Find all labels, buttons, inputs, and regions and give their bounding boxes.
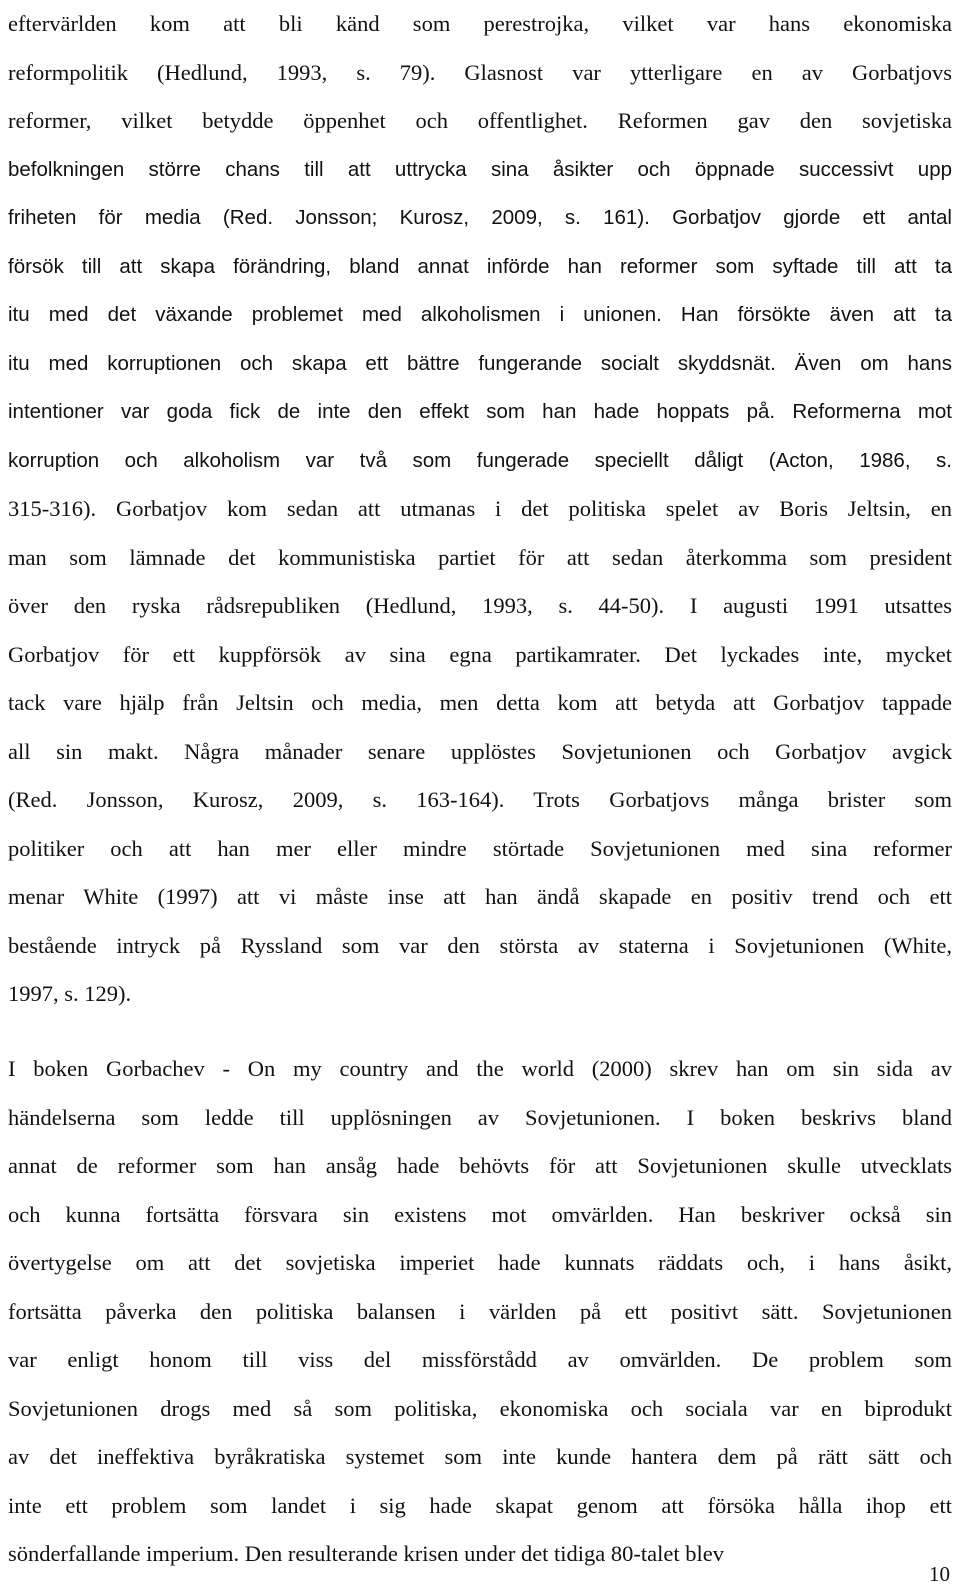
text-line: bestående intryck på Ryssland som var den största av staterna i Sovjetunionen (White, <box>8 932 952 958</box>
text-line: korruption och alkoholism var två som fungerade speciellt dåligt (Acton, 1986, s. <box>8 448 952 472</box>
text-line: befolkningen större chans till att uttrycka sina åsikter och öppnade successivt upp <box>8 157 952 181</box>
text-line: händelserna som ledde till upplösningen av Sovjetunionen. I boken beskrivs bland <box>8 1104 952 1130</box>
text-line: itu med det växande problemet med alkoholismen i unionen. Han försökte även att ta <box>8 303 952 326</box>
text-line: itu med korruptionen och skapa ett bättre fungerande socialt skyddsnät. Även om hans <box>8 351 952 375</box>
text-line: (Red. Jonsson, Kurosz, 2009, s. 163-164). Trots Gorbatjovs många brister som <box>8 787 952 812</box>
paragraph-2 <box>8 1045 952 1579</box>
text-line: annat de reformer som han ansåg hade behövts för att Sovjetunionen skulle utvecklats <box>8 1153 952 1178</box>
text-line: försök till att skapa förändring, bland annat införde han reformer som syftade till att ta <box>8 254 952 278</box>
text-line: intentioner var goda fick de inte den effekt som han hade hoppats på. Reformerna mot <box>8 400 952 423</box>
text-line: politiker och att han mer eller mindre störtade Sovjetunionen med sina reformer <box>8 835 952 861</box>
text-line: eftervärlden kom att bli känd som perestrojka, vilket var hans ekonomiska <box>8 11 952 36</box>
text-line: menar White (1997) att vi måste inse att han ändå skapade en positiv trend och ett <box>8 884 952 909</box>
text-line: och kunna fortsätta försvara sin existens mot omvärlden. Han beskriver också sin <box>8 1201 952 1227</box>
text-line: reformer, vilket betydde öppenhet och offentlighet. Reformen gav den sovjetiska <box>8 108 952 133</box>
paragraph-1 <box>8 0 952 1019</box>
text-line: all sin makt. Några månader senare upplöstes Sovjetunionen och Gorbatjov avgick <box>8 738 952 764</box>
text-line: över den ryska rådsrepubliken (Hedlund, 1993, s. 44-50). I augusti 1991 utsattes <box>8 593 952 618</box>
page-number: 10 <box>929 1562 950 1586</box>
text-line: av det ineffektiva byråkratiska systemet som inte kunde hantera dem på rätt sätt och <box>8 1444 952 1469</box>
text-line: inte ett problem som landet i sig hade skapat genom att försöka hålla ihop ett <box>8 1492 952 1518</box>
text-line: tack vare hjälp från Jeltsin och media, men detta kom att betyda att Gorbatjov tappade <box>8 690 952 715</box>
text-line: sönderfallande imperium. Den resulterande krisen under det tidiga 80-talet blev <box>8 1541 725 1566</box>
text-line: man som lämnade det kommunistiska partiet för att sedan återkomma som president <box>8 544 952 570</box>
text-line: var enligt honom till viss del missförstådd av omvärlden. De problem som <box>8 1347 952 1372</box>
text-line: övertygelse om att det sovjetiska imperiet hade kunnats räddats och, i hans åsikt, <box>8 1250 952 1275</box>
text-line: 1997, s. 129). <box>8 981 132 1006</box>
text-line: I boken Gorbachev - On my country and the world (2000) skrev han om sin sida av <box>8 1056 952 1081</box>
text-line: fortsätta påverka den politiska balansen i världen på ett positivt sätt. Sovjetunionen <box>8 1298 952 1324</box>
text-line: Gorbatjov för ett kuppförsök av sina egna partikamrater. Det lyckades inte, mycket <box>8 641 952 667</box>
text-line: 315-316). Gorbatjov kom sedan att utmanas i det politiska spelet av Boris Jeltsin, en <box>8 496 952 521</box>
text-line: friheten för media (Red. Jonsson; Kurosz, 2009, s. 161). Gorbatjov gjorde ett antal <box>8 206 952 229</box>
text-line: Sovjetunionen drogs med så som politiska, ekonomiska och sociala var en biprodukt <box>8 1395 952 1421</box>
text-line: reformpolitik (Hedlund, 1993, s. 79). Glasnost var ytterligare en av Gorbatjovs <box>8 59 952 85</box>
